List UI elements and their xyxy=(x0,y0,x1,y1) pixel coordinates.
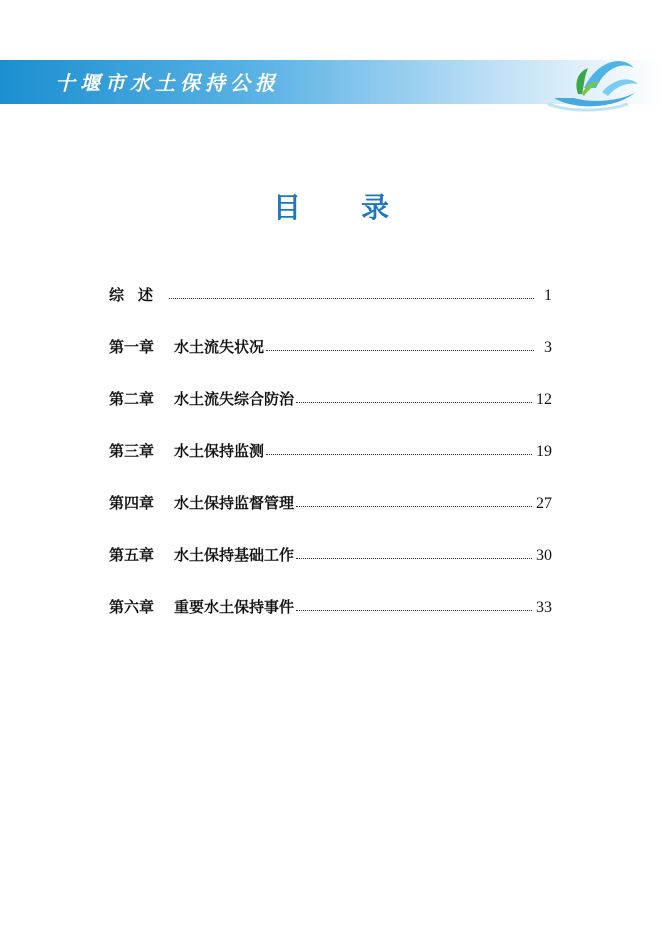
toc-row-chapter-1[interactable] xyxy=(109,332,552,362)
toc-leader-dots xyxy=(296,505,532,507)
toc-chapter-name: 水土流失综合防治 xyxy=(174,390,295,408)
toc-page-number: 33 xyxy=(536,599,552,616)
toc-chapter-name: 水土流失状况 xyxy=(174,338,265,356)
toc-page-number: 1 xyxy=(544,287,552,304)
toc-row-chapter-2[interactable] xyxy=(109,384,552,414)
toc-leader-dots xyxy=(296,609,532,611)
toc-chapter-name: 水土保持监测 xyxy=(174,442,265,460)
toc-chapter-name: 水土保持基础工作 xyxy=(174,546,295,564)
toc-chapter-name: 水土保持监督管理 xyxy=(174,494,295,512)
toc-title: 目录 xyxy=(272,191,449,224)
toc-leader-dots xyxy=(266,349,534,351)
toc-chapter-name: 重要水土保持事件 xyxy=(174,598,295,616)
toc-chapter: 第一章 xyxy=(109,338,155,356)
toc-chapter: 综述 xyxy=(109,286,168,304)
water-leaf-logo-icon xyxy=(544,48,640,114)
toc-leader-dots xyxy=(169,297,534,299)
toc-row-chapter-6[interactable] xyxy=(109,592,552,622)
toc-leader-dots xyxy=(296,557,532,559)
toc-chapter: 第四章 xyxy=(109,494,155,512)
toc-page-number: 19 xyxy=(536,443,552,460)
table-of-contents xyxy=(109,280,552,644)
toc-chapter: 第六章 xyxy=(109,598,155,616)
toc-chapter: 第三章 xyxy=(109,442,155,460)
header-title: 十堰市水土保持公报 xyxy=(55,71,280,95)
toc-page-number: 27 xyxy=(536,495,552,512)
toc-page-number: 3 xyxy=(544,339,552,356)
toc-row-overview[interactable] xyxy=(109,280,552,310)
toc-chapter: 第五章 xyxy=(109,546,155,564)
toc-row-chapter-5[interactable] xyxy=(109,540,552,570)
toc-chapter: 第二章 xyxy=(109,390,155,408)
toc-page-number: 12 xyxy=(536,391,552,408)
toc-leader-dots xyxy=(266,453,532,455)
toc-leader-dots xyxy=(296,401,532,403)
toc-row-chapter-3[interactable] xyxy=(109,436,552,466)
toc-row-chapter-4[interactable] xyxy=(109,488,552,518)
toc-page-number: 30 xyxy=(536,547,552,564)
